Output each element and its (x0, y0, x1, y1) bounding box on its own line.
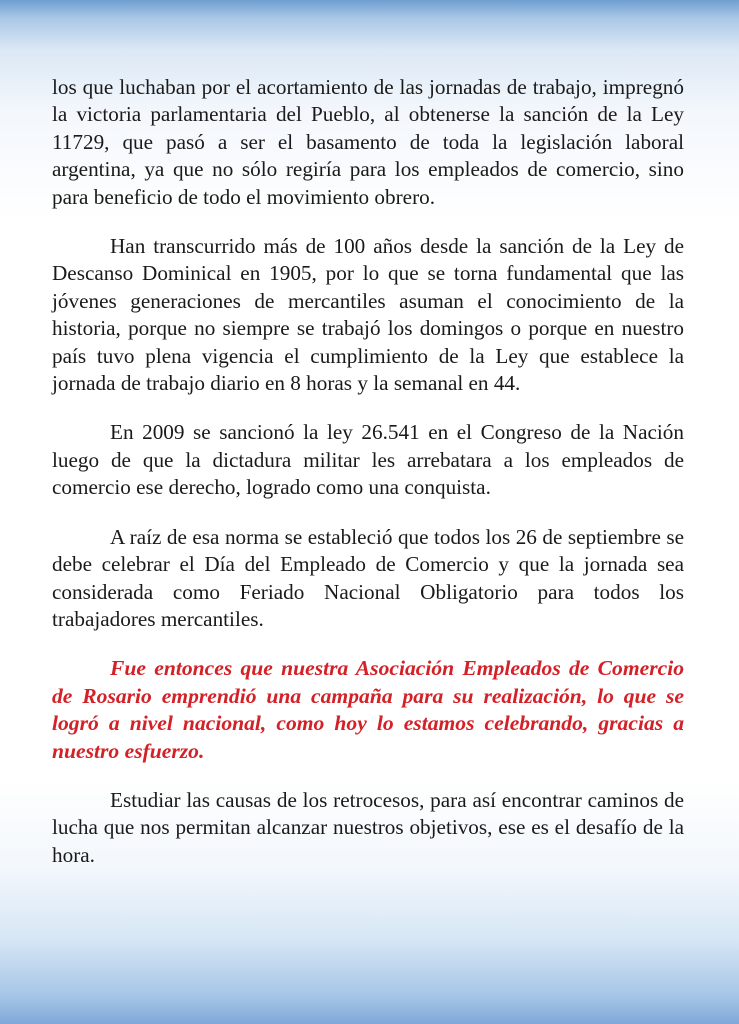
highlighted-paragraph-asociacion: Fue entonces que nuestra Asociación Empleados de Comercio de Rosario emprendió una campaña para su realización, lo que se logró a nivel nacional, como hoy lo estamos celebrando, gracias a nuestro esfuerzo. (52, 656, 684, 763)
paragraph-desafio: Estudiar las causas de los retrocesos, para así encontrar caminos de lucha que nos permitan alcanzar nuestros objetivos, ese es el desafío de la hora. (52, 787, 684, 867)
paragraph-descanso-dominical: Han transcurrido más de 100 años desde la sanción de la Ley de Descanso Dominical en 1905, por lo que se torna fundamental que las jóvenes generaciones de mercantiles asuman el conocimiento de la historia, porque no siempre se trabajó los domingos o porque en nuestro país tuvo plena vigencia el cumplimiento de la Ley que establece la jornada de trabajo diario en 8 horas y la semanal en 44. (52, 234, 684, 396)
paragraph-dia-del-empleado: A raíz de esa norma se estableció que todos los 26 de septiembre se debe celebrar el Día del Empleado de Comercio y que la jornada sea considerada como Feriado Nacional Obligatorio para todos los trabajadores mercantiles. (52, 524, 684, 631)
paragraph-ley-11729: los que luchaban por el acortamiento de las jornadas de trabajo, impregnó la victoria parlamentaria del Pueblo, al obtenerse la sanción de la Ley 11729, que pasó a ser el basamento de toda la legislación laboral argentina, ya que no sólo regiría para los empleados de comercio, sino para beneficio de todo el movimiento obrero. (52, 75, 684, 209)
paragraph-ley-26541: En 2009 se sancionó la ley 26.541 en el Congreso de la Nación luego de que la dictadura militar les arrebatara a los empleados de comercio ese derecho, logrado como una conquista. (52, 420, 684, 500)
document-page (52, 74, 684, 891)
